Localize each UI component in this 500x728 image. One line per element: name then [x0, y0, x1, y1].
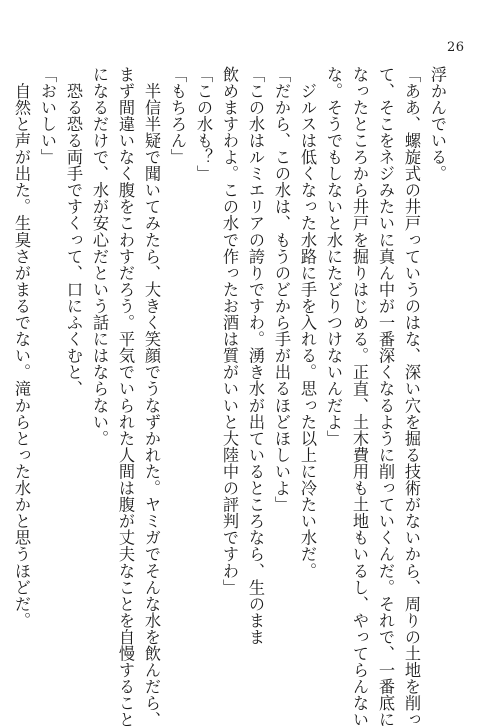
text-line: ジルスは低くなった水路に手を入れる。思った以上に冷たい水だ。	[298, 66, 317, 580]
text-line: 自然と声が出た。生臭さがまるでない。滝からとった水かと思うほどだ。	[12, 66, 31, 629]
text-line: になるだけで、水が安心だという話にはならない。	[90, 66, 109, 447]
text-line: 「この水も？」	[194, 66, 213, 182]
text-line: 「もちろん」	[168, 66, 187, 166]
text-line: 「だから、この水は、もうのどから手が出るほどほしいよ」	[272, 66, 291, 513]
text-line: 飲めますわよ。この水で作ったお酒は質がいいと大陸中の評判ですわ」	[220, 66, 239, 596]
text-line: なったところから井戸を掘りはじめる。正直、土木費用も土地もいるし、やってらんない	[350, 66, 369, 728]
text-line: まず間違いなく腹をこわすだろう。平気でいられた人間は腹が丈夫なことを自慢すること	[116, 66, 135, 728]
page-number: 26	[447, 40, 465, 55]
text-line: 恐る恐る両手ですくって、口にふくむと、	[64, 66, 83, 397]
text-line: 「この水はルミエリアの誇りですわ。湧き水が出ているところなら、生のまま	[246, 66, 265, 646]
text-line: 半信半疑で聞いてみたら、大きく笑顔でうなずかれた。ヤミガでそんな水を飲んだら、	[142, 66, 161, 728]
text-line: 「ああ、螺旋式の井戸っていうのはな、深い穴を掘る技術がないから、周りの土地を削っ	[402, 66, 421, 728]
text-line: て、そこをネジみたいに真ん中が一番深くなるように削っていくんだ。それで、一番底に	[376, 66, 395, 728]
text-line: 浮かんでいる。	[428, 66, 447, 182]
text-line: 「おいしい」	[38, 66, 57, 166]
vertical-text-body	[8, 66, 450, 728]
text-line: な。そうでもしないと水にたどりつけないんだよ」	[324, 66, 343, 447]
